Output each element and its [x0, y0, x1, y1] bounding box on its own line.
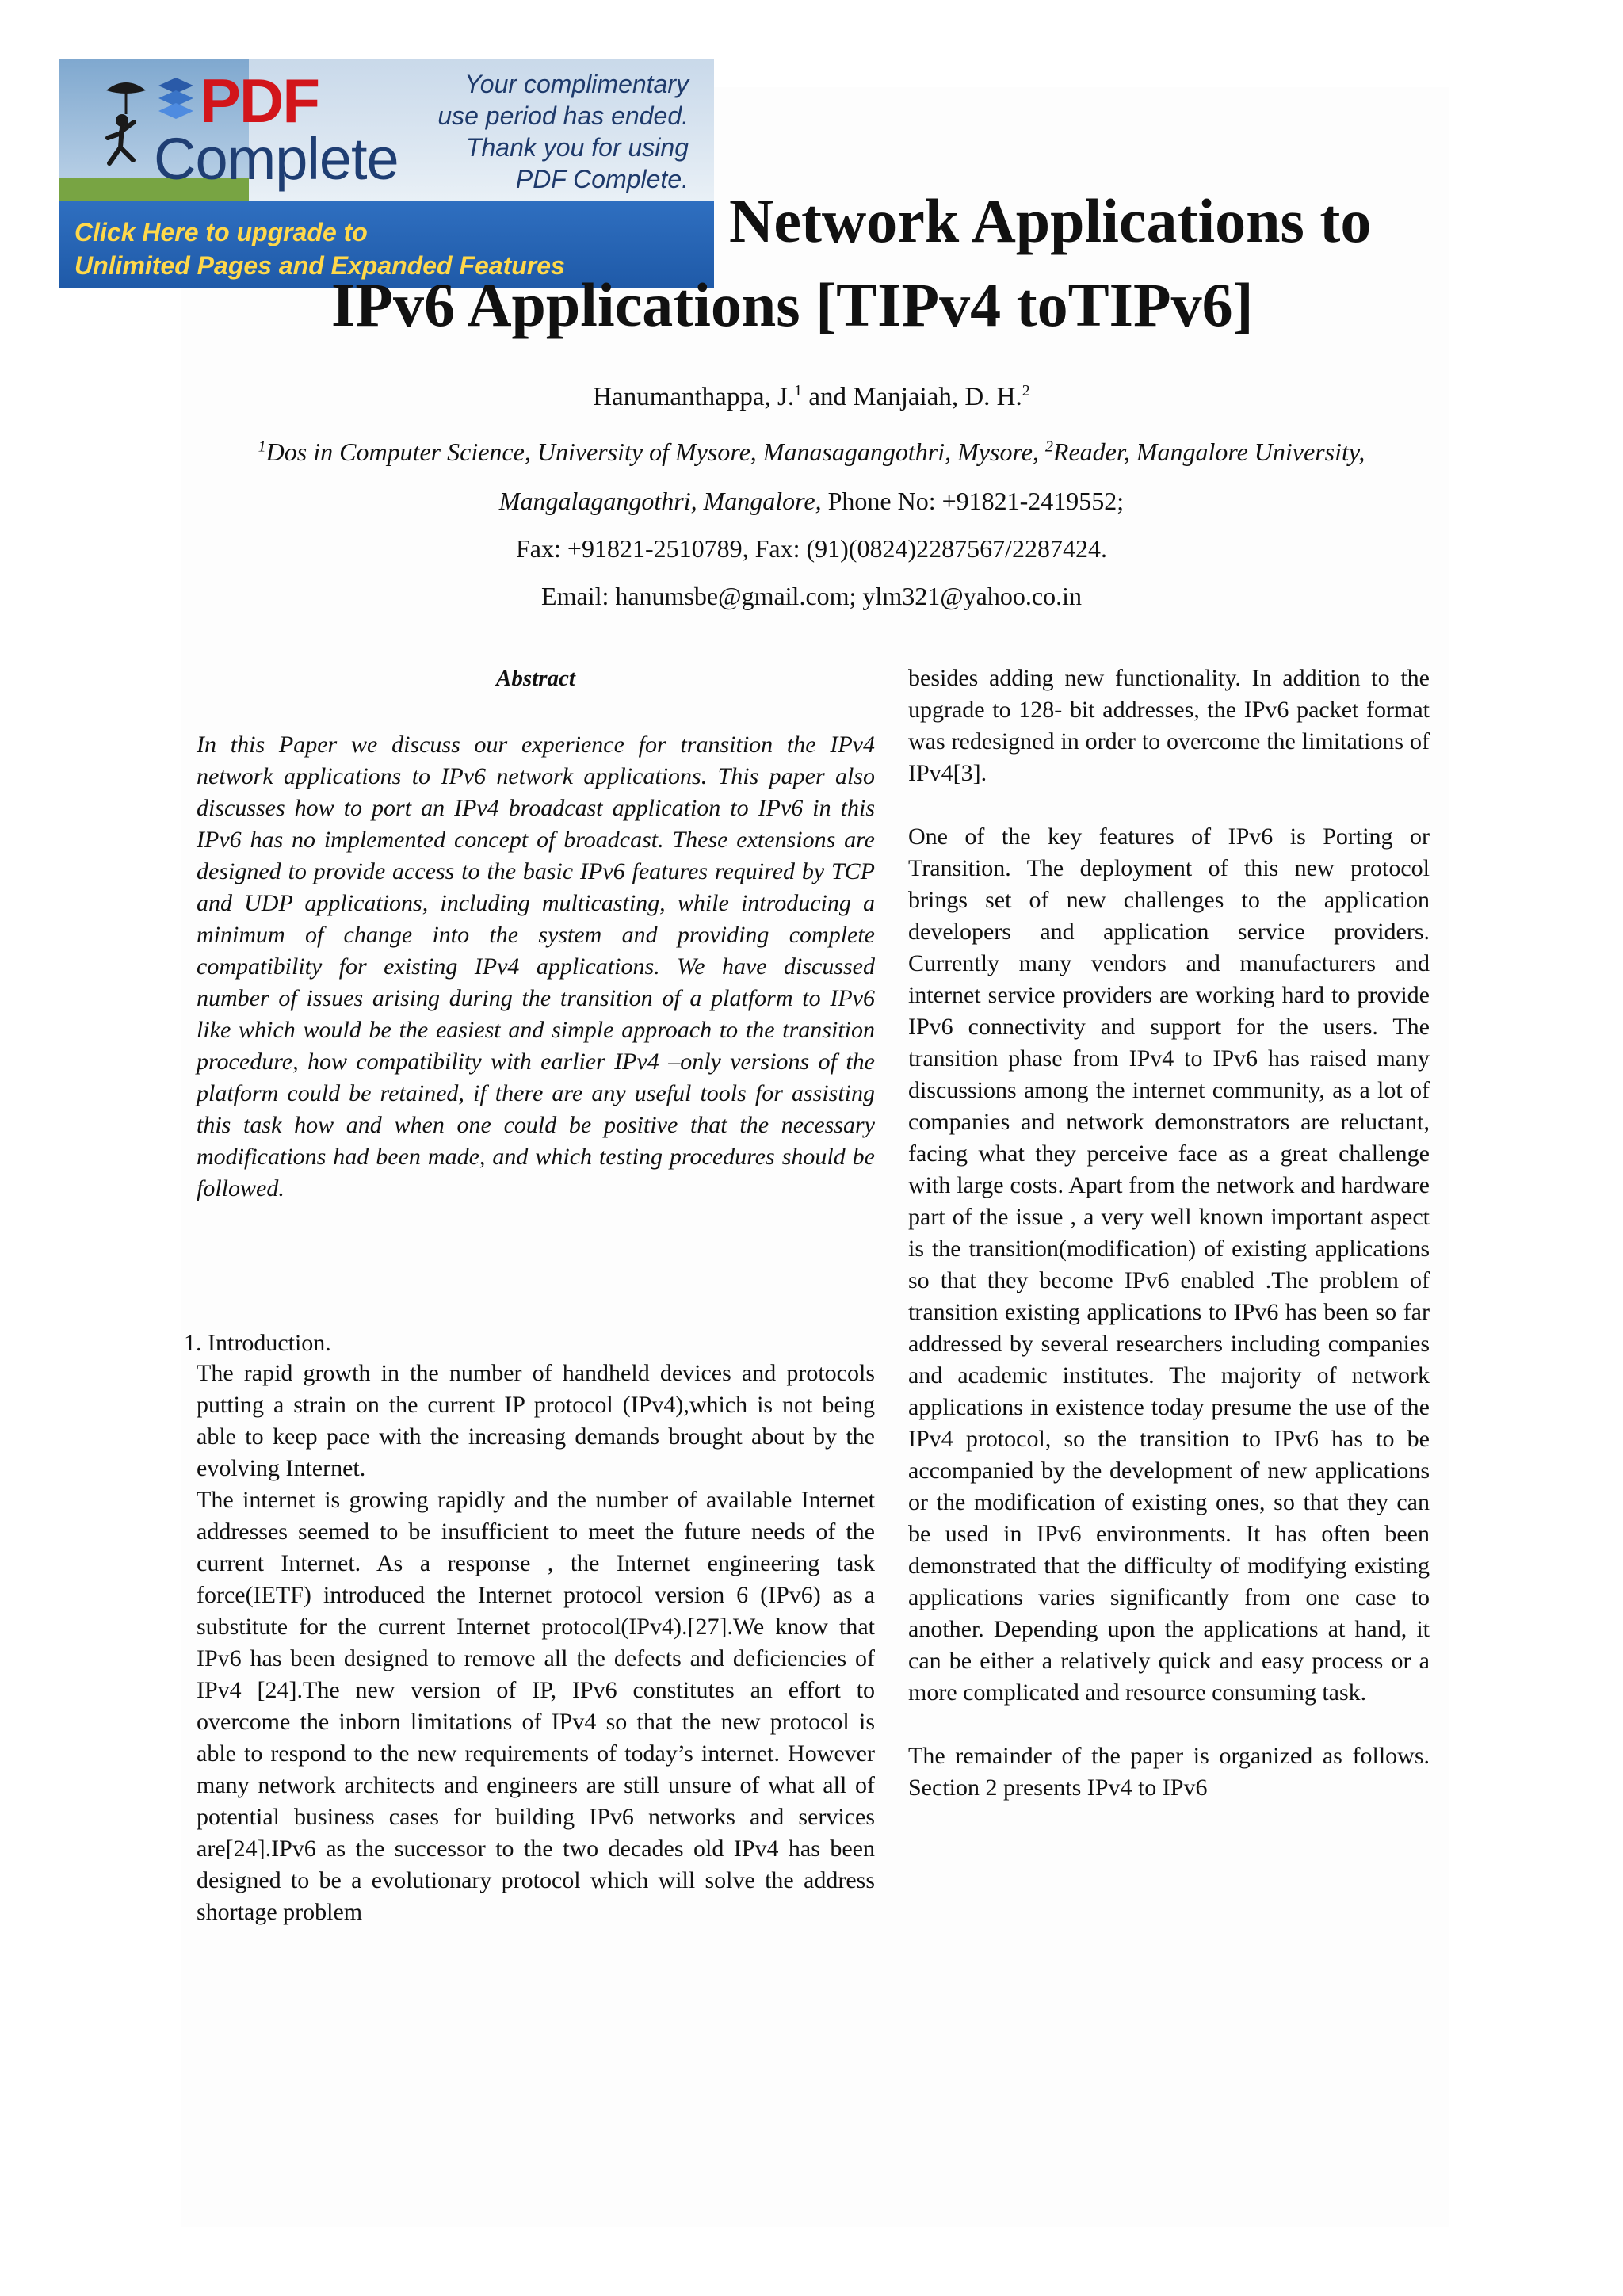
paragraph: One of the key features of IPv6 is Porting or Transition. The deployment of this new protocol brings set of new challenges to the application developers and application service providers. Currently many vendors and manufacturers and internet service providers are working hard to provide IPv6 connectivity and support for the users. The transition phase from IPv4 to IPv6 has raised many discussions among the internet community, as a lot of companies and network demonstrators are reluctant, facing what they perceive face as a great challenge with large costs. Apart from the network and hardware part of the issue , a very well known important aspect is the transition(modification) of existing applications so that they become IPv6 enabled .The problem of transition existing applications to IPv6 has been so far addressed by several researchers including companies and academic institutes. The majority of network applications in existence today presume the use of the IPv4 protocol, so the transition to IPv6 has to be accompanied by the development of new applications or the modification of existing ones, so that they can be used in IPv6 environments. It has often been demonstrated that the difficulty of modifying existing applications varies significantly from one case to another. Depending upon the applications at hand, it can be either a relatively quick and easy process or a more complicated and resource consuming task. [908, 823, 1430, 1706]
paper-title-line-2: IPv6 Applications [TIPv4 toTIPv6] [331, 270, 1254, 339]
affil-superscript-2: 2 [1044, 437, 1053, 456]
abstract-paragraph: In this Paper we discuss our experience for transition the IPv4 network applications to IPv6 network applications. This paper also discusses how to port an IPv4 broadcast application to IPv6 in this IPv6 has no implemented concept of broadcast. These extensions are designed to provide access to the basic IPv6 features required by TCP and UDP applications, including multicasting, while introducing a minimum of change into the system and providing complete compatibility for existing IPv4 applications. We have discussed number of issues arising during the transition of a platform to IPv6 like which would be the easiest and simple approach to the transition procedure, how compatibility with earlier IPv4 –only versions of the platform could be retained, if there are any useful tools for assisting this task how and when one could be positive that the necessary modifications had been made, and which testing procedures should be followed. [197, 732, 875, 1201]
paper-title-line-1: Network Applications to [729, 186, 1372, 255]
message-line: PDF Complete. [515, 165, 689, 193]
paragraph-spacer [908, 789, 1430, 821]
phone-number: Phone No: +91821-2419552; [821, 487, 1125, 515]
abstract-text [197, 729, 875, 1205]
logo-pdf-text: PDF [200, 66, 319, 136]
upgrade-line[interactable]: Unlimited Pages and Expanded Features [74, 251, 565, 280]
logo-complete-text: Complete [154, 126, 399, 192]
message-line: use period has ended. [437, 101, 689, 130]
affiliation-city: Mangalagangothri, Mangalore, [498, 487, 822, 515]
message-line: Thank you for using [465, 133, 689, 162]
author-list [0, 383, 1623, 412]
upgrade-banner[interactable] [59, 59, 714, 288]
affiliation-line-1 [0, 437, 1623, 467]
paragraph: The rapid growth in the number of handheld devices and protocols putting a strain on the current IP protocol (IPv4),which is not being able to keep pace with the increasing demands brought about by the evolving Internet. [197, 1360, 875, 1481]
paragraph: The internet is growing rapidly and the number of available Internet addresses seemed to be insufficient to meet the future needs of the current Internet. As a response , the Internet engineering task force(IETF) introduced the Internet protocol version 6 (IPv6) as a substitute for the current Internet protocol(IPv4).[27].We know that IPv6 has been designed to remove all the defects and deficiencies of IPv4 [24].The new version of IP, IPv6 constitutes an effort to overcome the inborn limitations of IPv4 so that the new protocol is able to respond to the new requirements of today’s internet. However many network architects and engineers are still unsure of what all of potential business cases for building IPv6 networks and services are[24].IPv6 as the successor to the two decades old IPv4 has been designed to be a evolutionary protocol which will solve the address shortage problem [197, 1487, 875, 1925]
affil-superscript-1: 1 [258, 437, 266, 456]
message-line: Your complimentary [464, 70, 689, 98]
affiliation-2: Reader, Mangalore University, [1052, 437, 1365, 466]
section-heading-introduction: 1. Introduction. [184, 1330, 331, 1356]
affiliation-1: Dos in Computer Science, University of Mysore, Manasagangothri, Mysore, [265, 437, 1045, 466]
trial-expired-message [403, 68, 689, 195]
introduction-body [197, 1358, 875, 1928]
author-2: and Manjaiah, D. H. [802, 383, 1022, 411]
paragraph: besides adding new functionality. In addition to the upgrade to 128- bit addresses, the IPv6 packet format was redesigned in order to overcome the limitations of IPv4[3]. [908, 665, 1430, 786]
affiliation-line-2 [0, 487, 1623, 516]
fax-numbers: Fax: +91821-2510789, Fax: (91)(0824)2287567/2287424. [516, 534, 1107, 563]
upgrade-line[interactable]: Click Here to upgrade to [74, 218, 368, 246]
author-1: Hanumanthappa, J. [593, 383, 795, 411]
abstract-heading: Abstract [496, 666, 575, 691]
email-addresses: Email: hanumsbe@gmail.com; ylm321@yahoo.co.in [541, 582, 1082, 610]
author-1-superscript: 1 [794, 382, 803, 399]
layers-icon [155, 74, 197, 124]
paragraph: The remainder of the paper is organized as follows. Section 2 presents IPv4 to IPv6 [908, 1743, 1430, 1801]
right-column [908, 663, 1430, 1804]
paragraph-spacer [908, 1709, 1430, 1740]
author-2-superscript: 2 [1022, 382, 1030, 399]
